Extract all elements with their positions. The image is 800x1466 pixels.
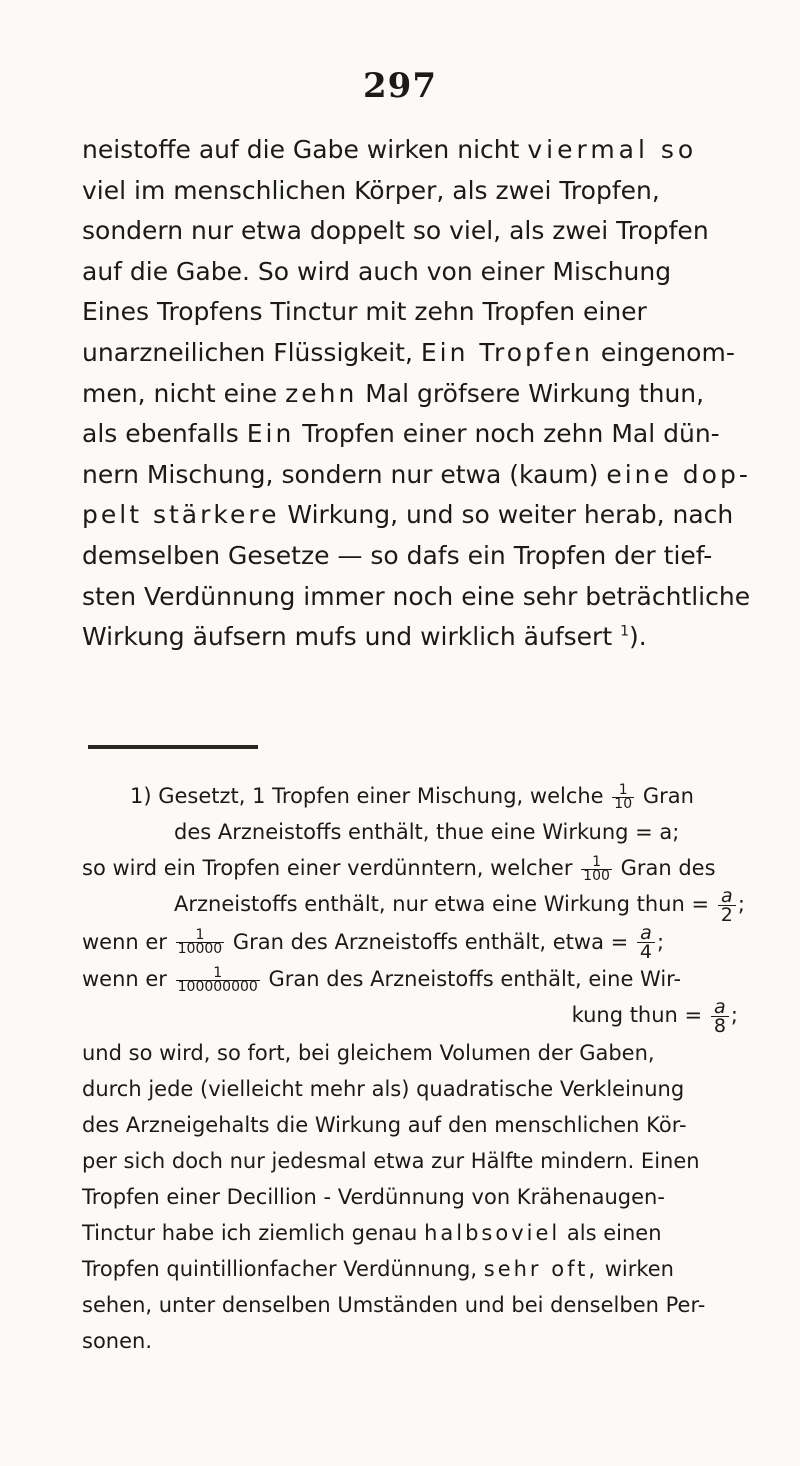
text-line: Eines Tropfens Tinctur mit zehn Tropfen einer (82, 297, 647, 327)
footnote-line: kung thun = $\frac{a}{8}$ ; (571, 995, 738, 1037)
footnote-line: Arzneistoffs enthält, nur etwa eine Wirkung thun = $\frac{a}{2}$ ; (174, 884, 745, 926)
main-text (82, 130, 751, 658)
footnote-line: wenn er $\frac{1}{10000}$ Gran des Arzneistoffs enthält, etwa = $\frac{a}{4}$ ; (82, 922, 665, 963)
footnote-line: sehen, unter denselben Umständen und bei denselben Per- (82, 1292, 706, 1317)
text-line: auf die Gabe. So wird auch von einer Mischung (82, 256, 672, 286)
text-line: Wirkung äufsern mufs und wirklich äufsert $^1$). (82, 622, 647, 652)
text-line: sten Verdünnung immer noch eine sehr beträchtliche (82, 581, 751, 611)
footnote-line: des Arzneigehalts die Wirkung auf den menschlichen Kör- (82, 1112, 687, 1137)
fraction: $\frac{a}{4}$ (637, 924, 655, 961)
page-number: 297 (363, 66, 437, 106)
fraction: $\frac{1}{10000}$ (177, 927, 223, 957)
footnote-line: sonen. (82, 1328, 153, 1353)
text-line: als ebenfalls Ein Tropfen einer noch zehn Mal dün- (82, 419, 720, 449)
footnote-line: per sich doch nur jedesmal etwa zur Hälfte mindern. Einen (82, 1148, 700, 1173)
text-line: sondern nur etwa doppelt so viel, als zwei Tropfen (82, 216, 709, 246)
footnote-line: Tropfen einer Decillion - Verdünnung von Krähenaugen- (82, 1184, 665, 1209)
footnote-line: Tinctur habe ich ziemlich genau halbsoviel als einen (82, 1220, 662, 1245)
footnote-line: 1) Gesetzt, 1 Tropfen einer Mischung, welche $\frac{1}{10}$ Gran (130, 781, 694, 812)
text-line: viel im menschlichen Körper, als zwei Tropfen, (82, 175, 660, 205)
text-line: pelt stärkere Wirkung, und so weiter herab, nach (82, 500, 734, 530)
fraction: $\frac{1}{100}$ (583, 853, 610, 884)
fraction: $\frac{1}{100000000}$ (177, 964, 258, 995)
fraction: $\frac{1}{10}$ (614, 781, 633, 812)
text-line: unarzneilichen Flüssigkeit, Ein Tropfen eingenom- (82, 337, 735, 367)
footnote-line: Tropfen quintillionfacher Verdünnung, sehr oft, wirken (82, 1256, 674, 1281)
fraction: $\frac{a}{8}$ (711, 998, 729, 1035)
footnote-divider (88, 745, 258, 749)
text-line: neistoffe auf die Gabe wirken nicht viermal so (82, 135, 698, 164)
text-line: men, nicht eine zehn Mal gröfsere Wirkung thun, (82, 378, 705, 408)
footnote (82, 778, 752, 1359)
footnote-line: und so wird, so fort, bei gleichem Volumen der Gaben, (82, 1040, 655, 1065)
text-line: nern Mischung, sondern nur etwa (kaum) eine dop- (82, 459, 751, 489)
footnote-line: so wird ein Tropfen einer verdünntern, welcher $\frac{1}{100}$ Gran des (82, 853, 716, 884)
fraction: $\frac{a}{2}$ (718, 887, 736, 924)
footnote-reference: 1 (620, 623, 629, 640)
footnote-line: durch jede (vielleicht mehr als) quadratische Verkleinung (82, 1076, 685, 1101)
footnote-line: wenn er $\frac{1}{100000000}$ Gran des Arzneistoffs enthält, eine Wir- (82, 964, 682, 995)
footnote-line: des Arzneistoffs enthält, thue eine Wirkung = a; (174, 820, 680, 844)
text-line: demselben Gesetze — so dafs ein Tropfen der tief- (82, 540, 713, 570)
